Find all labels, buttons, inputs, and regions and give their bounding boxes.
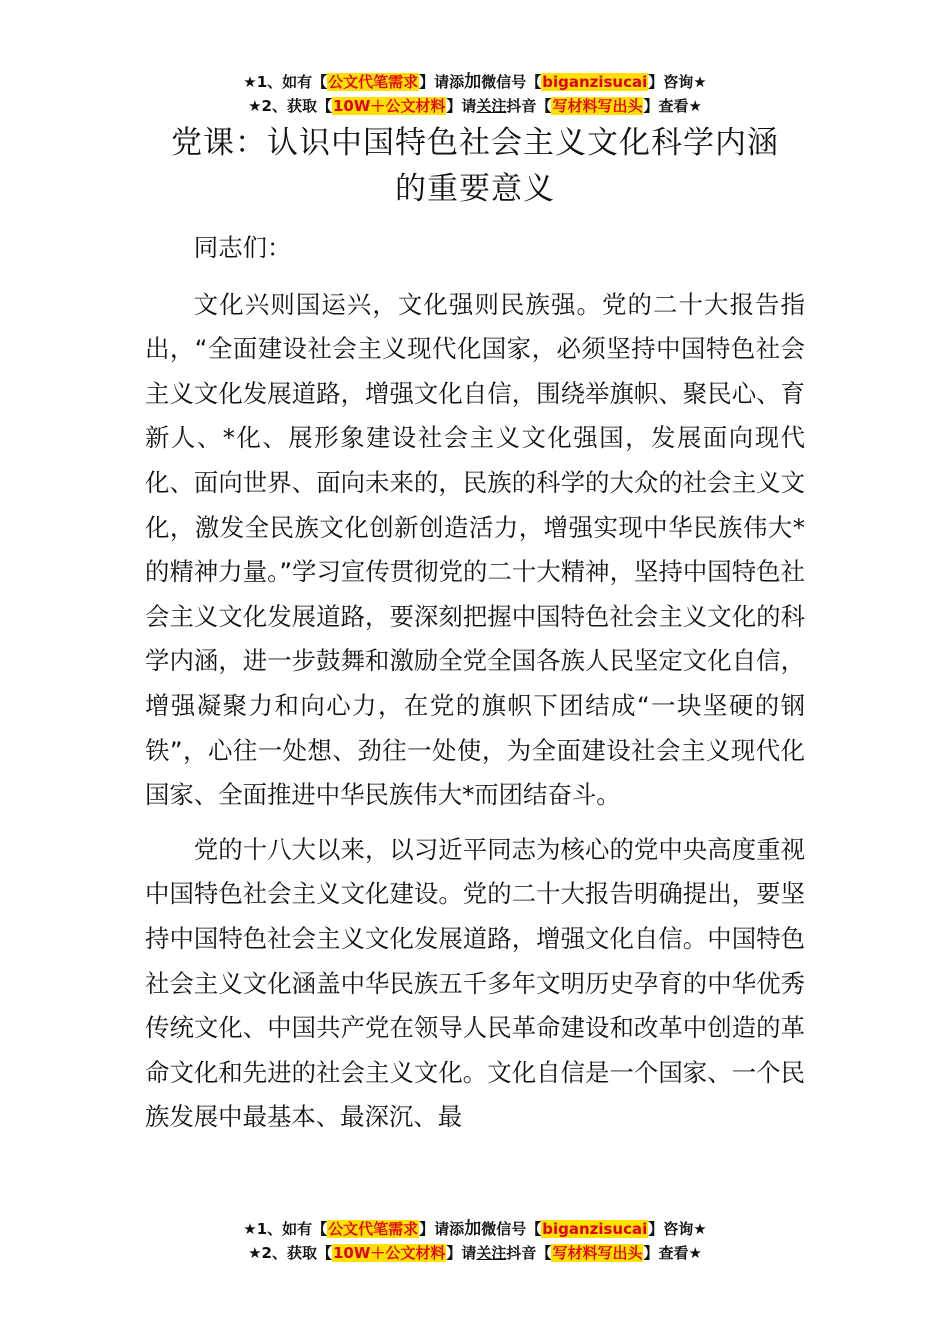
banner-line-2 <box>0 1241 950 1265</box>
banner-emphasis: 加 <box>464 1219 482 1239</box>
banner-text: 】咨询★ <box>648 73 707 91</box>
banner-text: 】查看★ <box>643 1244 702 1262</box>
banner-text: 抖音【 <box>506 1244 552 1262</box>
banner-text: 微信号【 <box>481 1220 542 1238</box>
paragraph-1: 文化兴则国运兴，文化强则民族强。党的二十大报告指出，“全面建设社会主义现代化国家，必须坚持中国特色社会主义文化发展道路，增强文化自信，围绕举旗帜、聚民心、育新人、*化、展形象建设社会主义文化强国，发展面向现代化、面向世界、面向未来的，民族的科学的大众的社会主义文化，激发全民族文化创新创造活力，增强实现中华民族伟大*的精神力量。”学习宣传贯彻党的二十大精神，坚持中国特色社会主义文化发展道路，要深刻把握中国特色社会主义文化的科学内涵，进一步鼓舞和激励全党全国各族人民坚定文化自信，增强凝聚力和向心力，在党的旗帜下团结成“一块坚硬的钢铁”，心往一处想、劲往一处使，为全面建设社会主义现代化国家、全面推进中华民族伟大*而团结奋斗。 <box>145 289 805 810</box>
banner-highlight: 10W＋公文材料 <box>332 97 446 115</box>
banner-line-1 <box>0 1217 950 1241</box>
banner-text: ★2、获取【 <box>248 97 332 115</box>
banner-text: ★2、获取【 <box>248 1244 332 1262</box>
document-body <box>145 226 805 1140</box>
banner-text: 】请 <box>446 97 477 115</box>
banner-underlined: 关注 <box>476 1244 507 1262</box>
banner-line-2 <box>0 94 950 118</box>
banner-text: 】查看★ <box>643 97 702 115</box>
banner-text: 】请添 <box>419 73 465 91</box>
header-banner <box>0 70 950 118</box>
banner-line-1 <box>0 70 950 94</box>
banner-highlight-douyin-account: 写材料写出头 <box>552 97 643 115</box>
banner-highlight: 10W＋公文材料 <box>332 1244 446 1262</box>
title-line-2: 的重要意义 <box>395 171 555 207</box>
banner-text: 微信号【 <box>481 73 542 91</box>
salutation: 同志们： <box>193 233 292 262</box>
banner-text: ★1、如有【 <box>243 1220 328 1238</box>
banner-highlight-wechat-id: biganzisucai <box>542 1220 648 1238</box>
banner-highlight: 公文代笔需求 <box>328 73 419 91</box>
banner-highlight-douyin-account: 写材料写出头 <box>552 1244 643 1262</box>
paragraph-2: 党的十八大以来，以习近平同志为核心的党中央高度重视中国特色社会主义文化建设。党的二十大报告明确提出，要坚持中国特色社会主义文化发展道路，增强文化自信。中国特色社会主义文化涵盖中华民族五千多年文明历史孕育的中华优秀传统文化、中国共产党在领导人民革命建设和改革中创造的革命文化和先进的社会主义文化。文化自信是一个国家、一个民族发展中最基本、最深沉、最 <box>145 834 805 1132</box>
banner-highlight-wechat-id: biganzisucai <box>542 73 648 91</box>
banner-text: 抖音【 <box>506 97 552 115</box>
banner-underlined: 关注 <box>476 97 507 115</box>
banner-text: 】咨询★ <box>648 1220 707 1238</box>
banner-text: 】请 <box>446 1244 477 1262</box>
banner-highlight: 公文代笔需求 <box>328 1220 419 1238</box>
document-title <box>145 120 805 212</box>
banner-text: 】请添 <box>419 1220 465 1238</box>
title-line-1: 党课：认识中国特色社会主义文化科学内涵 <box>171 125 779 161</box>
footer-banner <box>0 1217 950 1265</box>
banner-emphasis: 加 <box>464 72 482 92</box>
banner-text: ★1、如有【 <box>243 73 328 91</box>
